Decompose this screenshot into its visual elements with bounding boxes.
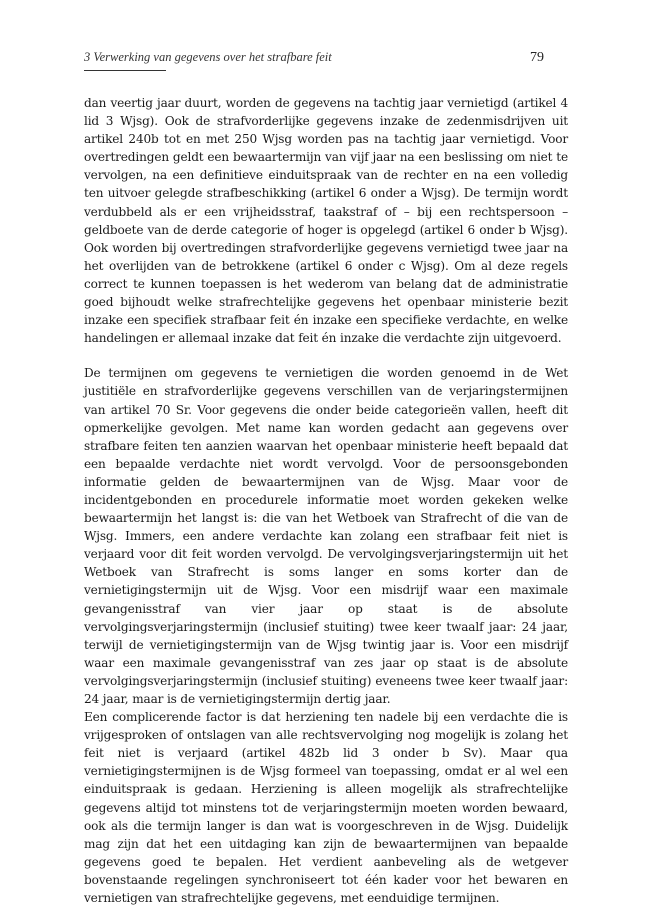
- paragraph-2: De termijnen om gegevens te vernietigen die worden genoemd in de Wet justitiële en strafvorderlijke gegevens verschillen van de verjaringstermijnen van artikel 70 Sr. Voor gegevens die onder beide categorieën vallen, heeft dit opmerkelijke gevolgen. Met name kan worden gedacht aan gegevens over strafbare feiten ten aanzien waarvan het openbaar ministerie heeft bepaald dat een bepaalde verdachte niet wordt vervolgd. Voor de persoonsgebonden informatie gelden de bewaartermijnen van de Wjsg. Maar voor de incidentgebonden en procedurele informatie moet worden gekeken welke bewaartermijn het langst is: die van het Wetboek van Strafrecht of die van de Wjsg. Immers, een andere verdachte kan zolang een strafbaar feit niet is verjaard voor dit feit worden vervolgd. De vervolgingsverjaringstermijn uit het Wetboek van Strafrecht is soms langer en soms korter dan de vernietigingstermijn uit de Wjsg. Voor een misdrijf waar een maximale gevangenisstraf van vier jaar op staat is de absolute vervolgingsverjaringstermijn (inclusief stuiting) twee keer twaalf jaar: 24 jaar, terwijl de vernietigingstermijn van de Wjsg twintig jaar is. Voor een misdrijf waar een maximale gevangenisstraf van zes jaar op staat is de absolute vervolgingsverjaringstermijn (inclusief stuiting) eveneens twee keer twaalf jaar: 24 jaar, maar is de vernietigingstermijn dertig jaar.: [84, 366, 568, 706]
- paragraph-3: Een complicerende factor is dat herziening ten nadele bij een verdachte die is vrijgesproken of ontslagen van alle rechtsvervolging nog mogelijk is zolang het feit niet is verjaard (artikel 482b lid 3 onder b Sv). Maar qua vernietigingstermijnen is de Wjsg formeel van toepassing, omdat er al wel een einduitspraak is gedaan. Herziening is alleen mogelijk als strafrechtelijke gegevens altijd tot minstens tot de verjaringstermijn moeten worden bewaard, ook als die termijn langer is dan wat is voorgeschreven in de Wjsg. Duidelijk mag zijn dat het een uitdaging kan zijn de bewaartermijnen van bepaalde gegevens goed te bepalen. Het verdient aanbeveling als de wetgever bovenstaande regelingen synchroniseert tot één kader voor het bewaren en vernietigen van strafrechtelijke gegevens, met eenduidige termijnen.: [84, 710, 568, 906]
- paragraph-1: dan veertig jaar duurt, worden de gegevens na tachtig jaar vernietigd (artikel 4 lid 3 Wjsg). Ook de strafvorderlijke gegevens inzake de zedenmisdrijven uit artikel 240b tot en met 250 Wjsg worden pas na tachtig jaar vernietigd. Voor overtredingen geldt een bewaartermijn van vijf jaar na een beslissing om niet te vervolgen, na een definitieve einduitspraak van de rechter en na een volledig ten uitvoer gelegde strafbeschikking (artikel 6 onder a Wjsg). De termijn wordt verdubbeld als er een vrijheidsstraf, taakstraf of – bij een rechtspersoon – geldboete van de derde categorie of hoger is opgelegd (artikel 6 onder b Wjsg). Ook worden bij overtredingen strafvorderlijke gegevens vernietigd twee jaar na het overlijden van de betrokkene (artikel 6 onder c Wjsg). Om al deze regels correct te kunnen toepassen is het wederom van belang dat de administratie goed bijhoudt welke strafrechtelijke gegevens het openbaar ministerie bezit inzake een specifiek strafbaar feit én inzake een specifieke verdachte, en welke handelingen er allemaal inzake dat feit én inzake die verdachte zijn uitgevoerd.: [84, 96, 568, 346]
- page-number: 79: [530, 50, 544, 65]
- body-text: [84, 94, 568, 907]
- running-head: [84, 50, 544, 66]
- header-rule: [84, 70, 166, 71]
- chapter-title: 3 Verwerking van gegevens over het strafbare feit: [84, 50, 332, 64]
